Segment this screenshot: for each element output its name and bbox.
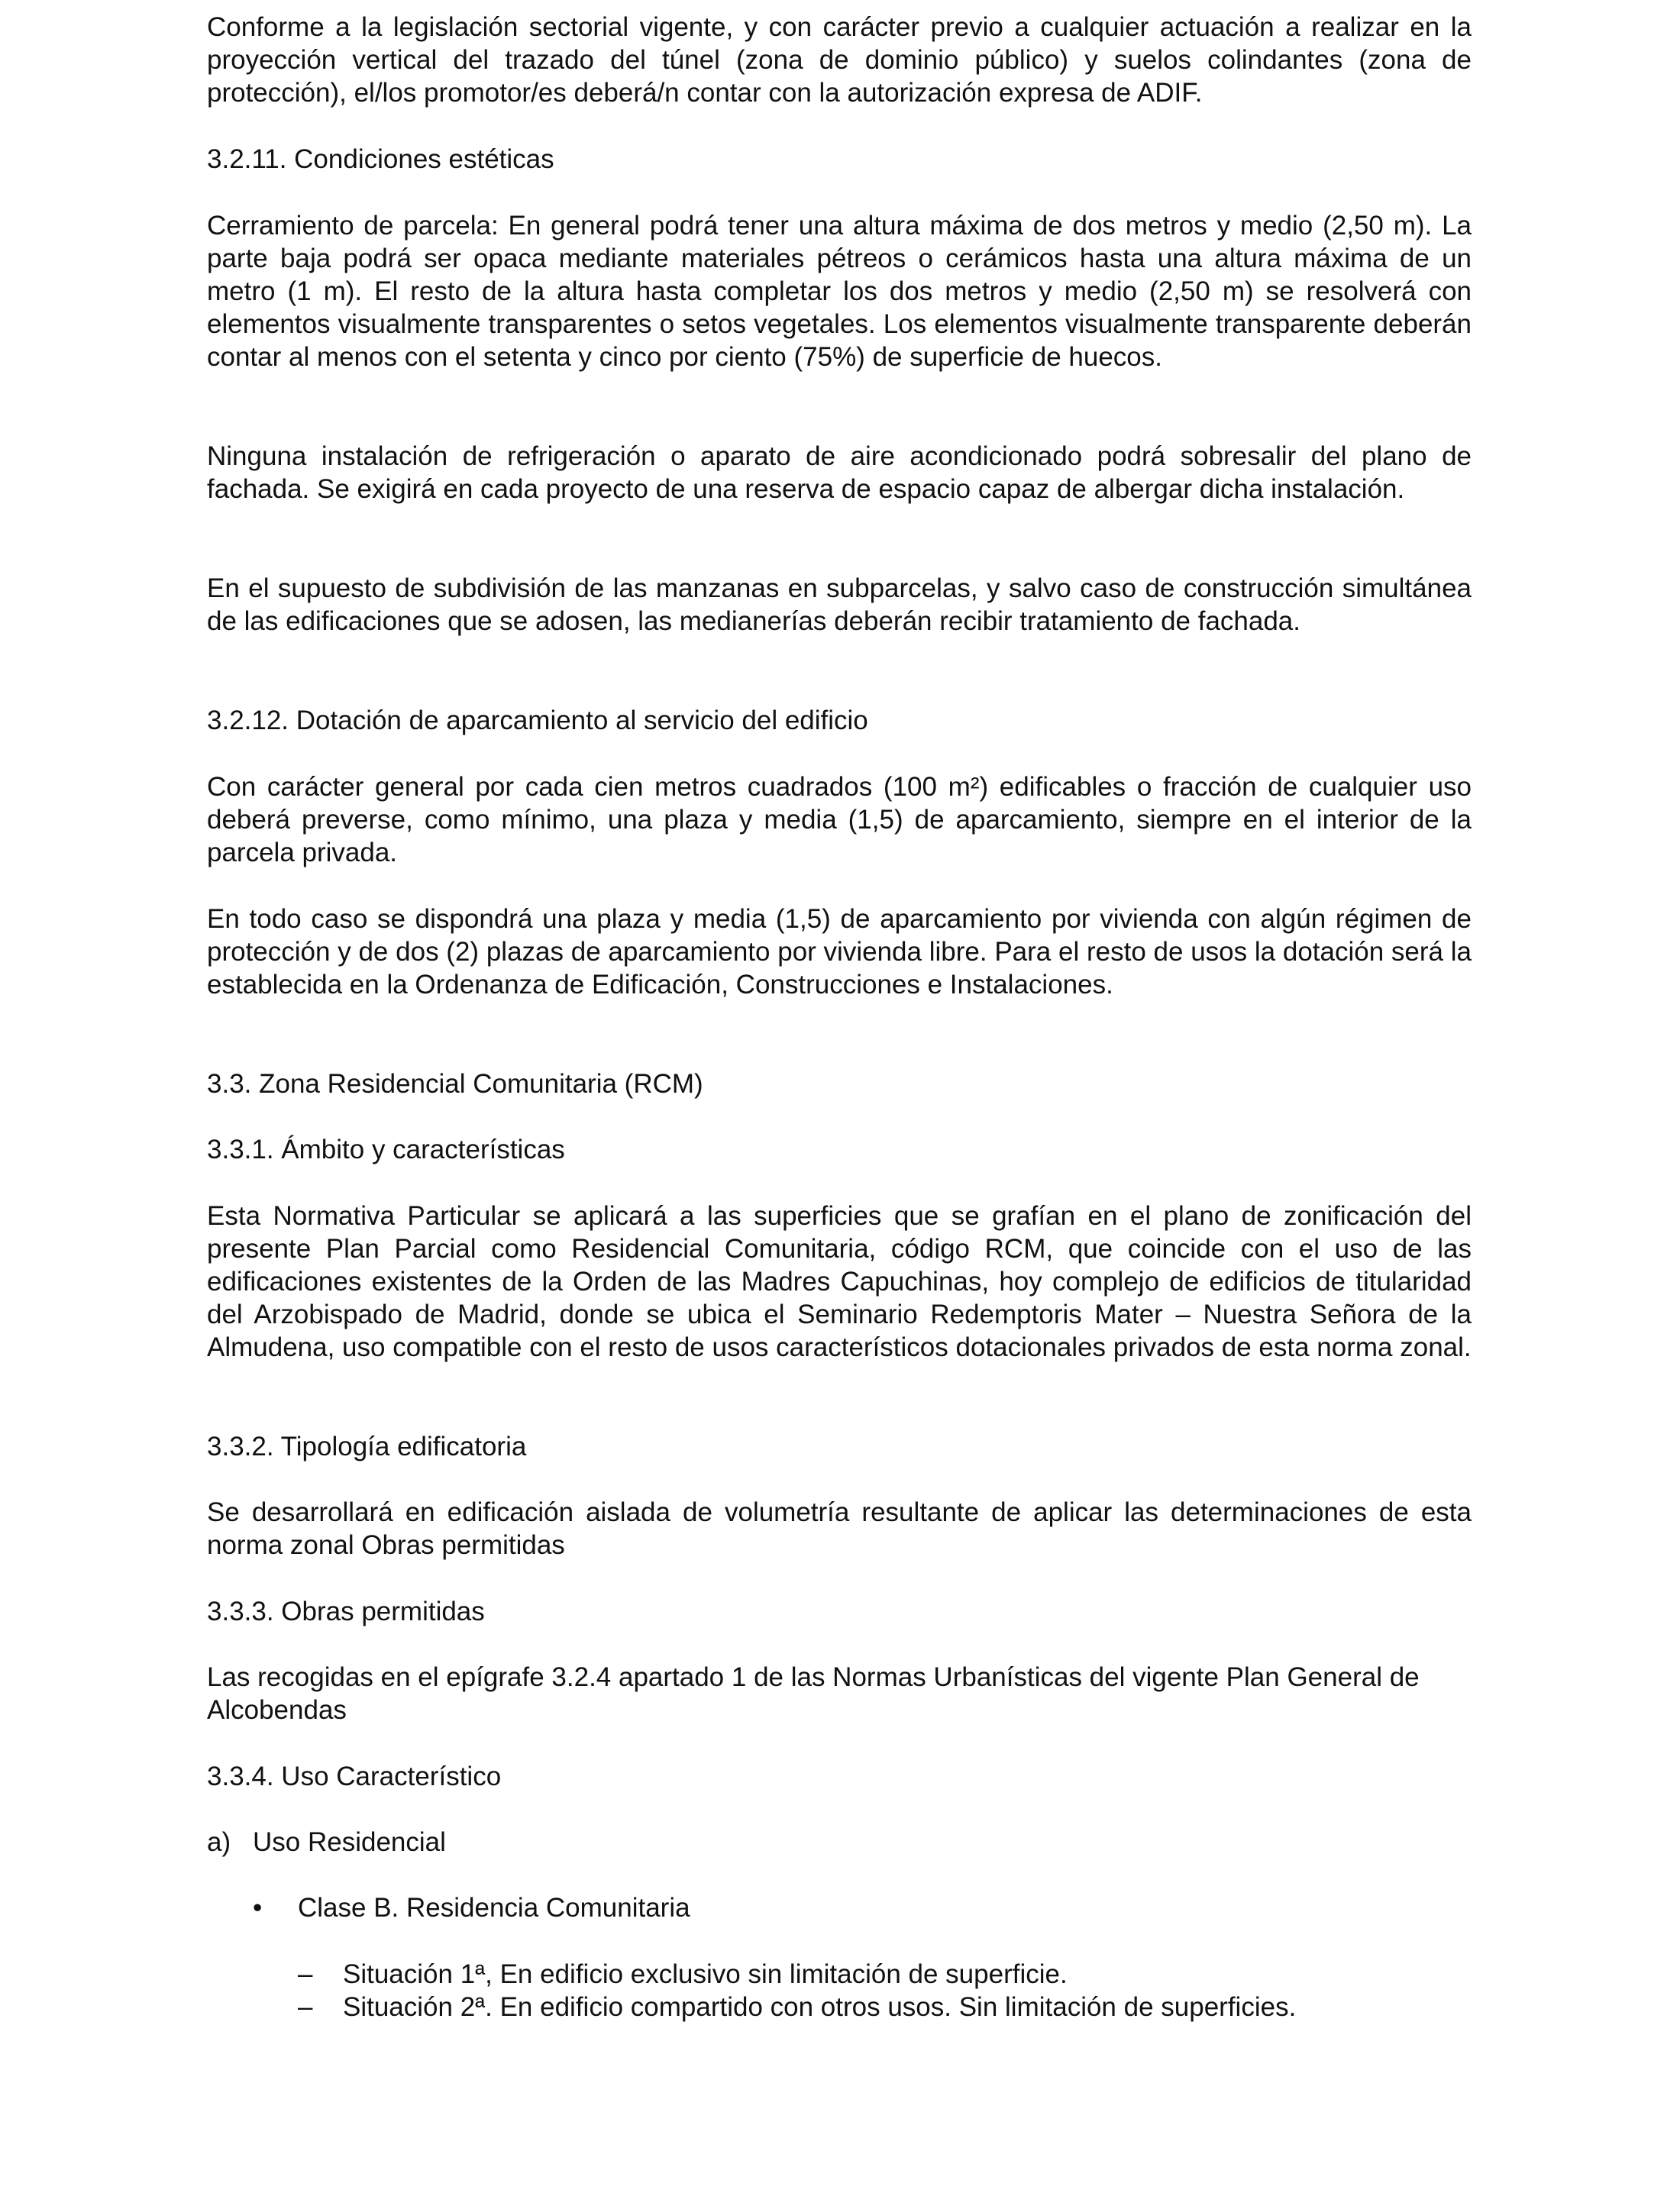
paragraph-tipologia: Se desarrollará en edificación aislada de volumetría resultante de aplicar las determinaciones de esta norma zonal Obras permitidas	[207, 1497, 1472, 1560]
heading-3-3-3: 3.3.3. Obras permitidas	[207, 1597, 485, 1626]
paragraph-obras-permitidas: Las recogidas en el epígrafe 3.2.4 apartado 1 de las Normas Urbanísticas del vigente Plan General de Alcobendas	[207, 1662, 1420, 1725]
paragraph-adif-authorization: Conforme a la legislación sectorial vigente, y con carácter previo a cualquier actuación a realizar en la proyección vertical del trazado del túnel (zona de dominio público) y suelos colindantes (zona de protección), el/los promotor/es deberá/n contar con la autorización expresa de ADIF.	[207, 12, 1472, 108]
paragraph-refrigeracion: Ninguna instalación de refrigeración o aparato de aire acondicionado podrá sobresalir del plano de fachada. Se exigirá en cada proyecto de una reserva de espacio capaz de albergar dicha instalación.	[207, 441, 1472, 504]
bullet-icon: •	[253, 1893, 263, 1923]
heading-3-3-2: 3.3.2. Tipología edificatoria	[207, 1432, 527, 1461]
list-item-label: Uso Residencial	[253, 1827, 446, 1857]
paragraph-ambito: Esta Normativa Particular se aplicará a las superficies que se grafían en el plano de zonificación del presente Plan Parcial como Residencial Comunitaria, código RCM, que coincide con el uso de las edificaciones existentes de la Orden de las Madres Capuchinas, hoy complejo de edificios de titularidad del Arzobispado de Madrid, donde se ubica el Seminario Redemptoris Mater – Nuestra Señora de la Almudena, uso compatible con el resto de usos característicos dotacionales privados de esta norma zonal.	[207, 1201, 1472, 1362]
paragraph-subdivision: En el supuesto de subdivisión de las manzanas en subparcelas, y salvo caso de construcción simultánea de las edificaciones que se adosen, las medianerías deberán recibir tratamiento de fachada.	[207, 573, 1472, 636]
paragraph-cerramiento: Cerramiento de parcela: En general podrá tener una altura máxima de dos metros y medio (2,50 m). La parte baja podrá ser opaca mediante materiales pétreos o cerámicos hasta una altura máxima de un metro (1 m). El resto de la altura hasta completar los dos metros y medio (2,50 m) se resolverá con elementos visualmente transparentes o setos vegetales. Los elementos visualmente transparente deberán contar al menos con el setenta y cinco por ciento (75%) de superficie de huecos.	[207, 211, 1472, 372]
dash-item-label: Situación 1ª, En edificio exclusivo sin limitación de superficie.	[343, 1959, 1068, 1989]
bullet-item-label: Clase B. Residencia Comunitaria	[298, 1893, 690, 1923]
dash-item-label: Situación 2ª. En edificio compartido con otros usos. Sin limitación de superficies.	[343, 1992, 1297, 2022]
dash-icon: –	[298, 1959, 313, 1989]
heading-3-3-1: 3.3.1. Ámbito y características	[207, 1135, 565, 1164]
paragraph-aparcamiento-vivienda: En todo caso se dispondrá una plaza y media (1,5) de aparcamiento por vivienda con algún régimen de protección y de dos (2) plazas de aparcamiento por vivienda libre. Para el resto de usos la dotación será la establecida en la Ordenanza de Edificación, Construcciones e Instalaciones.	[207, 904, 1472, 1000]
heading-3-3: 3.3. Zona Residencial Comunitaria (RCM)	[207, 1069, 703, 1099]
heading-3-2-12: 3.2.12. Dotación de aparcamiento al servicio del edificio	[207, 706, 868, 735]
paragraph-aparcamiento-general: Con carácter general por cada cien metros cuadrados (100 m²) edificables o fracción de cualquier uso deberá preverse, como mínimo, una plaza y media (1,5) de aparcamiento, siempre en el interior de la parcela privada.	[207, 772, 1472, 867]
heading-3-3-4: 3.3.4. Uso Característico	[207, 1762, 502, 1791]
dash-icon: –	[298, 1992, 313, 2022]
list-letter-marker: a)	[207, 1827, 231, 1857]
heading-3-2-11: 3.2.11. Condiciones estéticas	[207, 144, 554, 174]
